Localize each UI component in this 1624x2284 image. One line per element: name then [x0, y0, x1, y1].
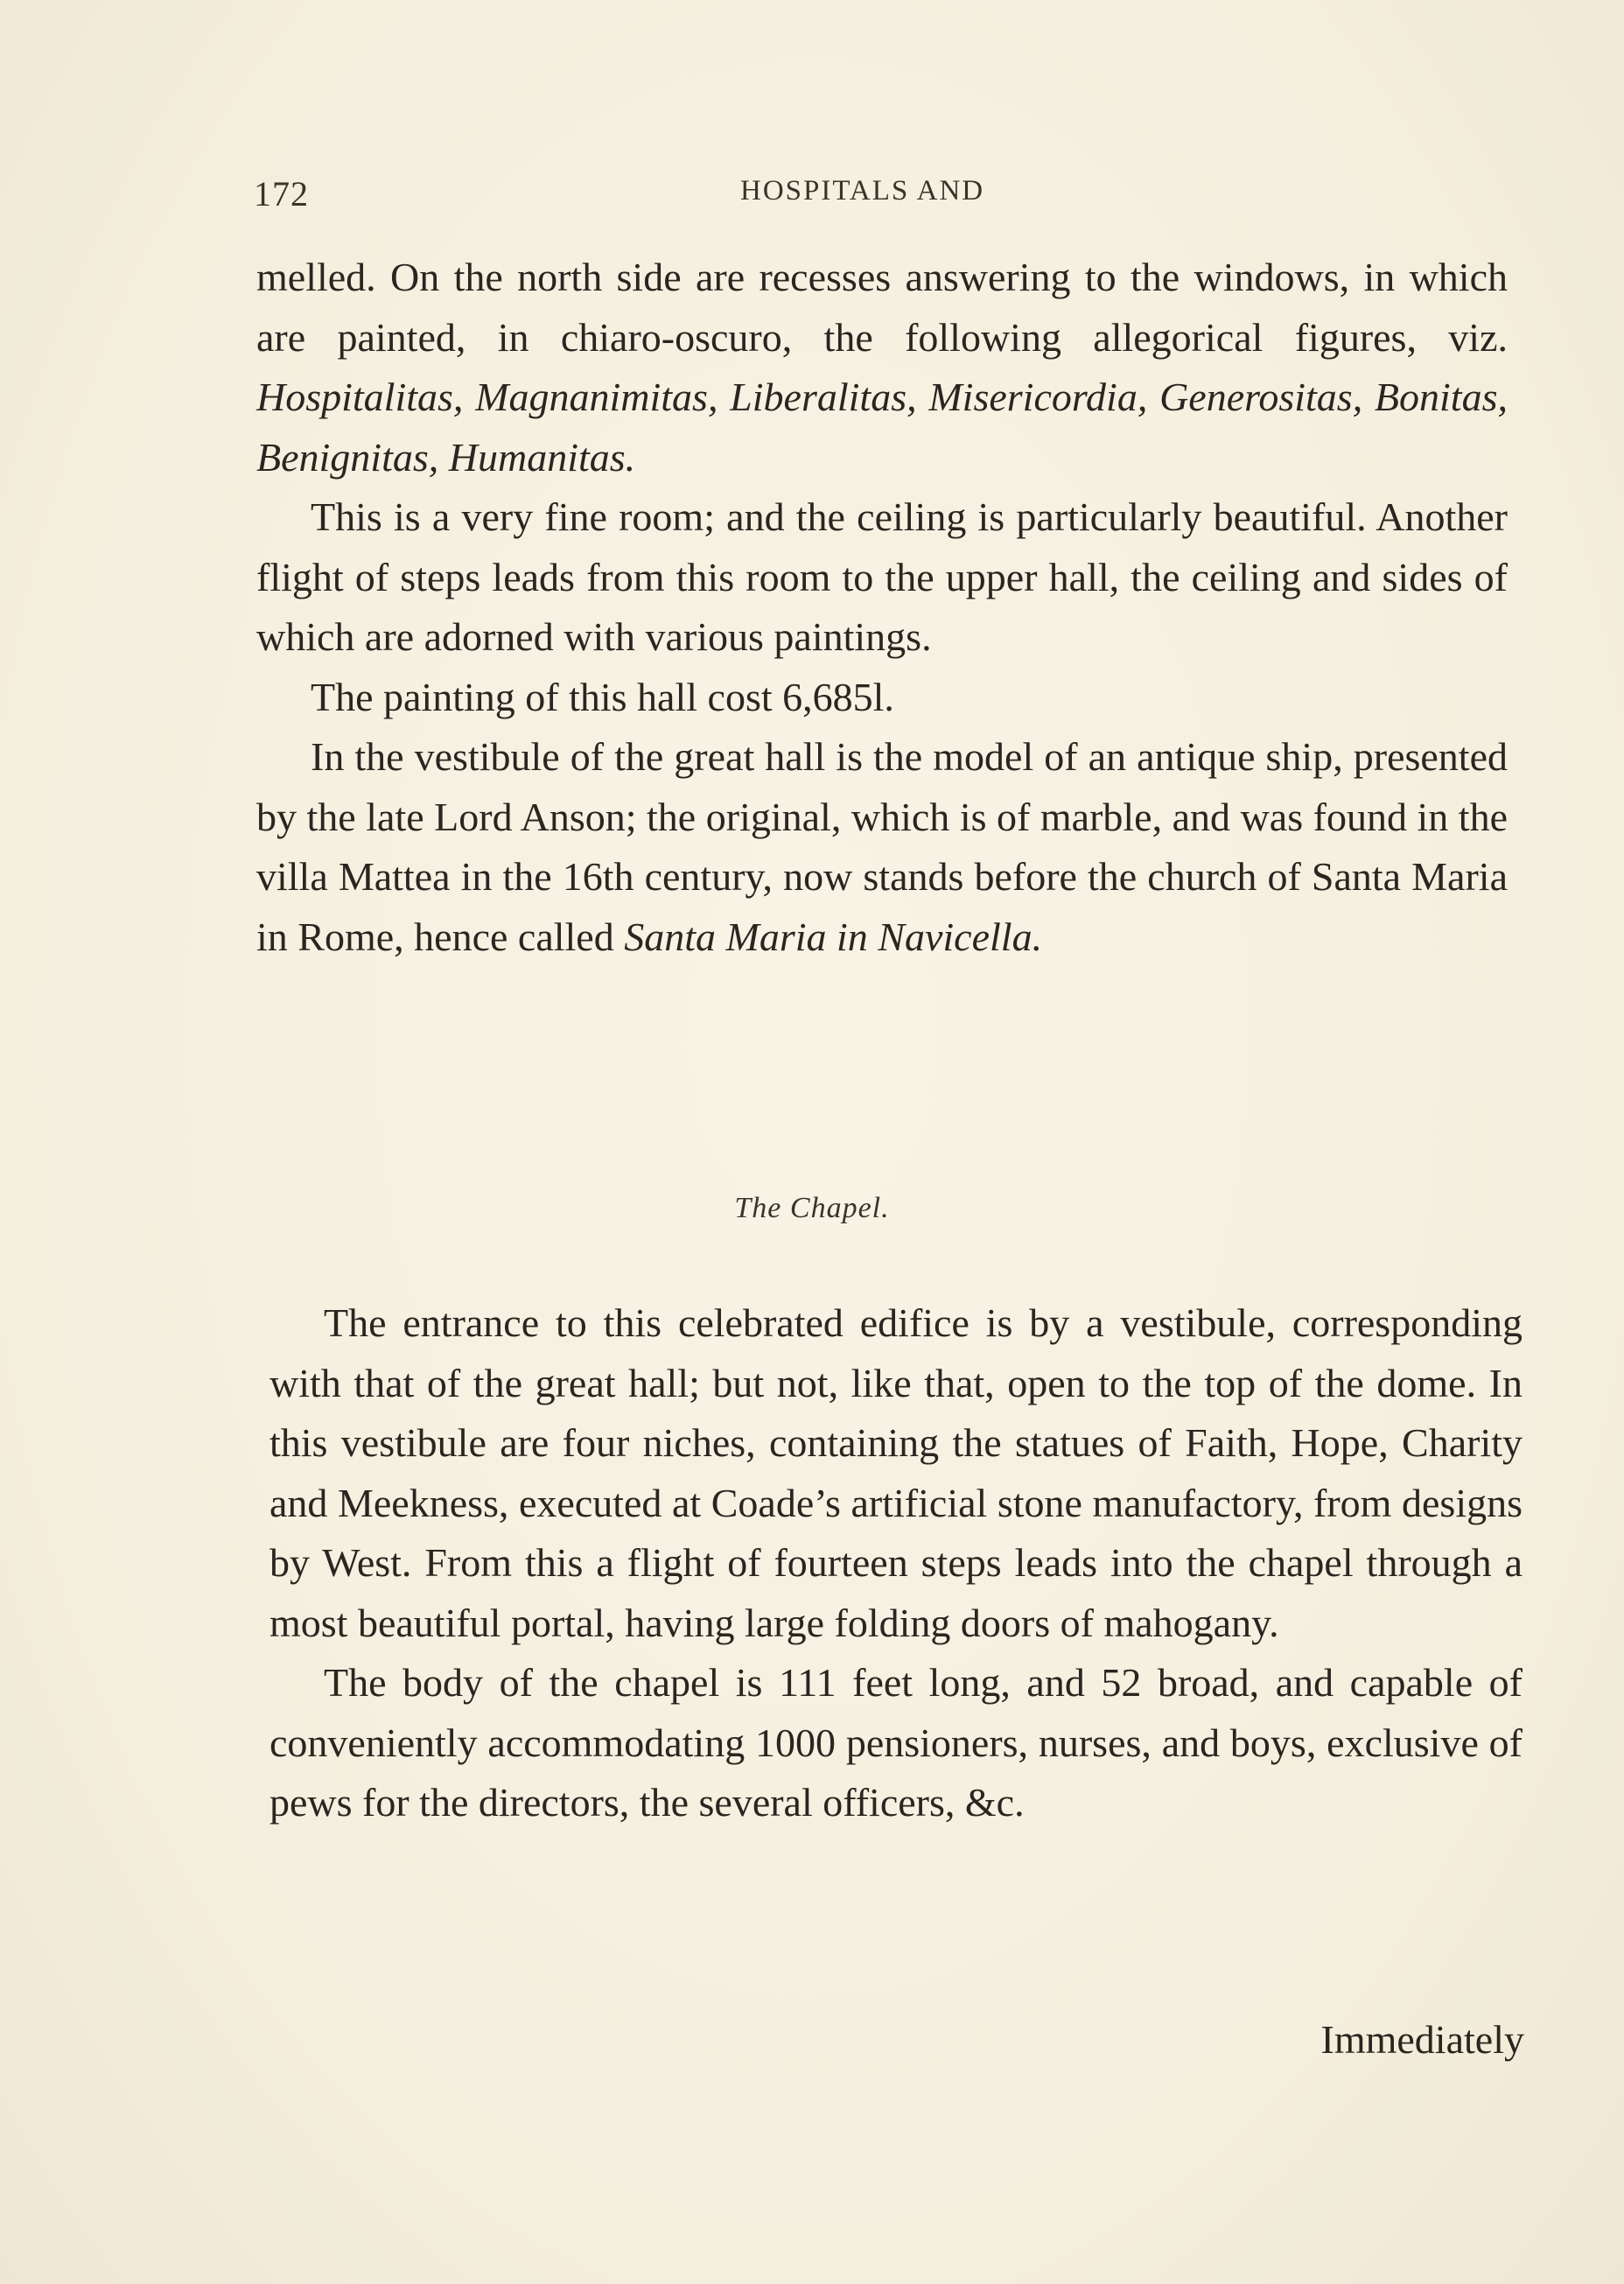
- italic-virtue-names: Hospitalitas, Magnanimitas, Liberalitas, Misericordia, Generositas, Bonitas, Benignitas, Humanitas.: [256, 375, 1508, 480]
- paragraph-text: In the vestibule of the great hall is the model of an antique ship, presented by the late Lord Anson; the original, which is of marble, and was found in the villa Mattea in the 16th century, now stands before the church of Santa Maria in Rome, hence called: [256, 734, 1508, 959]
- paragraph-entrance: The entrance to this celebrated edifice is by a vestibule, corresponding with that of the great hall; but not, like that, open to the top of the dome. In this vestibule are four niches, containing the statues of Faith, Hope, Charity and Meekness, executed at Coade’s artificial stone manufactory, from designs by West. From this a flight of fourteen steps leads into the chapel through a most beautiful portal, having large folding doors of mahogany.: [270, 1300, 1522, 1645]
- running-head: HOSPITALS AND: [740, 175, 985, 207]
- paragraph-vestibule: [256, 727, 1508, 967]
- page-header: [254, 173, 1531, 226]
- paragraph-room: This is a very fine room; and the ceiling is particularly beautiful. Another flight of steps leads from this room to the upper hall, the ceiling and sides of which are adorned with various paintings.: [256, 494, 1508, 659]
- section-heading: The Chapel.: [734, 1192, 890, 1224]
- paragraph-cost: The painting of this hall cost 6,685l.: [311, 674, 894, 719]
- body-text-lower: [270, 1293, 1522, 1833]
- page-number: 172: [254, 174, 309, 214]
- paragraph-continuation: [256, 248, 1508, 487]
- catchword: Immediately: [1320, 2017, 1524, 2062]
- italic-church-name: Santa Maria in Navicella.: [624, 914, 1043, 959]
- paragraph-text: melled. On the north side are recesses answering to the windows, in which are painted, in chiaro-oscuro, the following allegorical figures, viz.: [256, 255, 1508, 360]
- body-text-upper: [256, 248, 1508, 967]
- paragraph-chapel-body: The body of the chapel is 111 feet long, and 52 broad, and capable of conveniently accommodating 1000 pensioners, nurses, and boys, exclusive of pews for the directors, the several officers, &c.: [270, 1660, 1522, 1825]
